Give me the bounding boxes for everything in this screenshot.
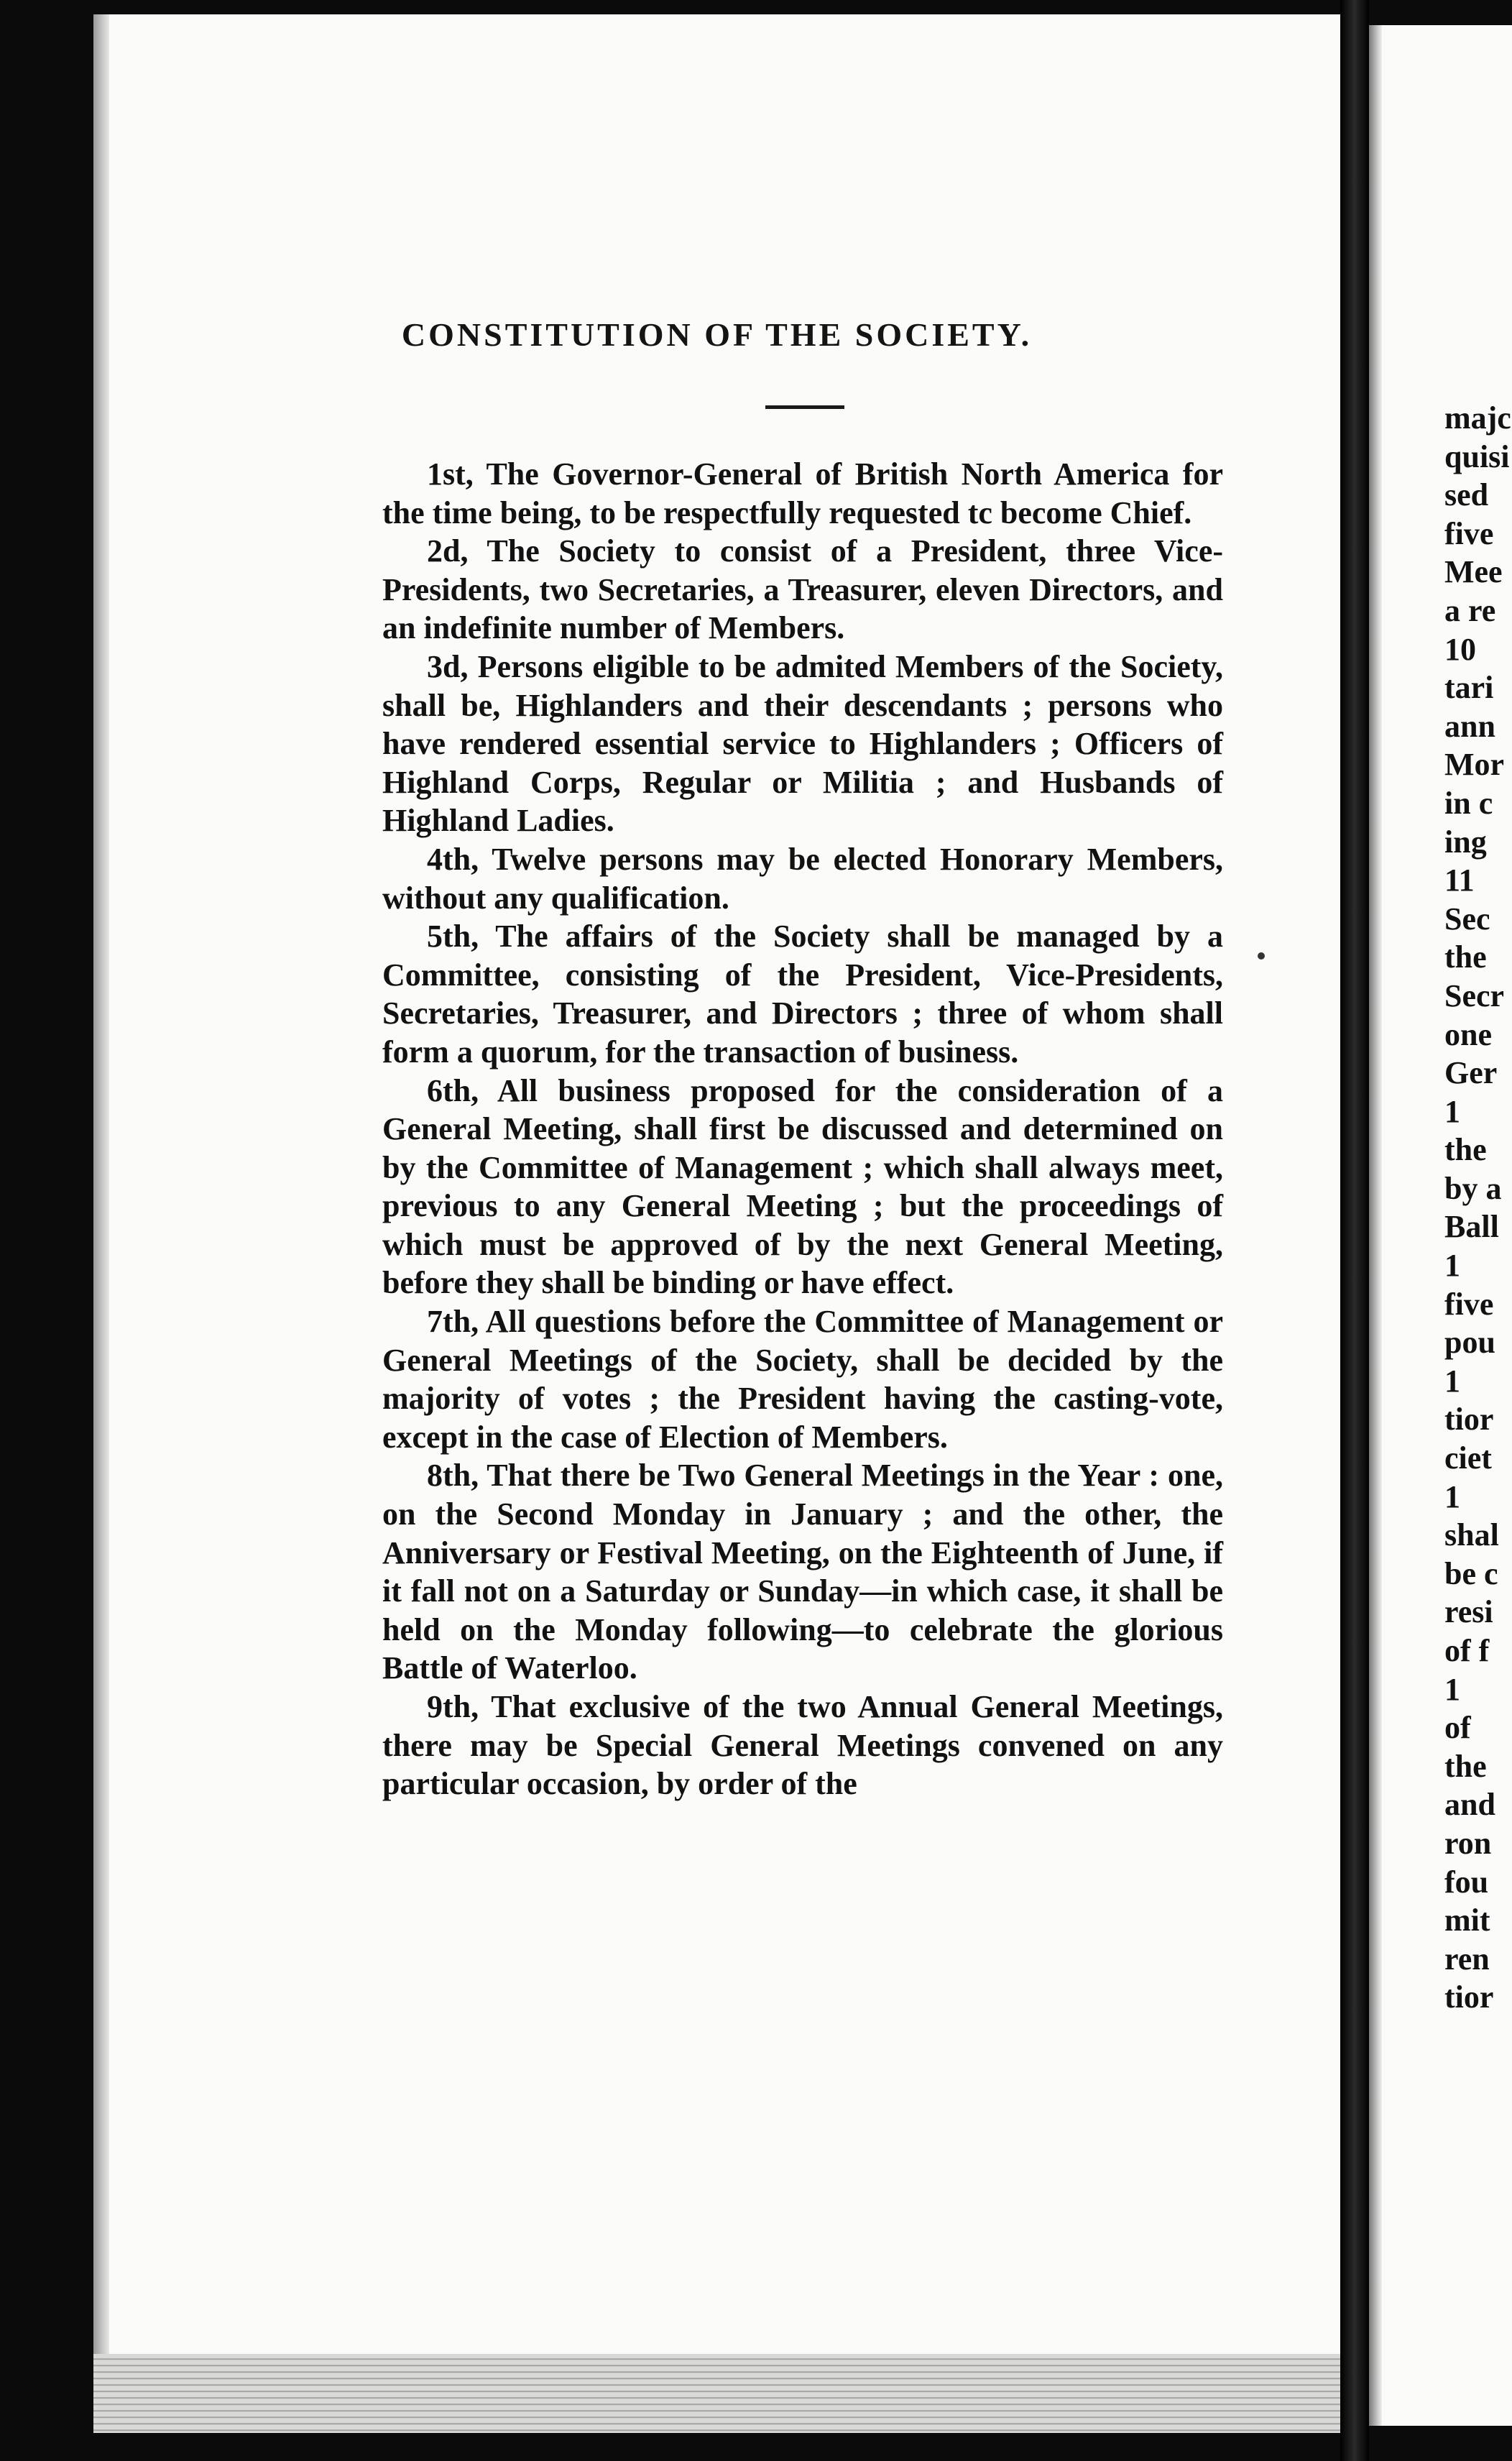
fragment-line: tior xyxy=(1444,1402,1494,1438)
fragment-line: ciet xyxy=(1444,1440,1492,1476)
fragment-line: majc xyxy=(1444,400,1511,436)
fragment-line: five xyxy=(1444,1286,1494,1322)
fragment-line: fou xyxy=(1444,1864,1489,1900)
fragment-line: Sec xyxy=(1444,901,1490,937)
fragment-line: 1 xyxy=(1444,1248,1460,1284)
fragment-line: pou xyxy=(1444,1325,1495,1361)
book-gutter xyxy=(1340,0,1369,2461)
article-5: 5th, The affairs of the Society shall be managed by a Committee, consisting of the President, Vice-Presidents, Secretaries, Treasurer, and Directors ; three of whom shall form a quorum, for the transaction of business. xyxy=(382,919,1223,1070)
fragment-line: 11 xyxy=(1444,862,1475,898)
fragment-line: sed xyxy=(1444,477,1489,513)
article-9: 9th, That exclusive of the two Annual General Meetings, there may be Special General Meetings convened on any particular occasion, by order of the xyxy=(382,1689,1223,1802)
article-3: 3d, Persons eligible to be admited Members of the Society, shall be, Highlanders and their descendants ; persons who have rendered essential service to Highlanders ; Officers of Highland Corps, Regular or Militia ; and Husbands of Highland Ladies. xyxy=(382,648,1223,839)
fragment-line: Secr xyxy=(1444,978,1505,1013)
fragment-line: quisi xyxy=(1444,438,1510,474)
fragment-line: 10 xyxy=(1444,631,1476,667)
fragment-line: Mor xyxy=(1444,747,1505,783)
fragment-line: be c xyxy=(1444,1555,1498,1591)
right-page-text-fragments xyxy=(1444,399,1512,2017)
constitution-articles xyxy=(382,455,1223,1803)
fragment-line: of f xyxy=(1444,1633,1490,1668)
fragment-line: ing xyxy=(1444,824,1487,860)
fragment-line: mit xyxy=(1444,1903,1490,1938)
article-8: 8th, That there be Two General Meetings in the Year : one, on the Second Monday in January ; and the other, the Anniversary or Festival Meeting, on the Eighteenth of June, if it fall not on a Saturday or Sunday—in which case, it shall be held on the Monday following—to celebrate the glorious Battle of Waterloo. xyxy=(382,1458,1223,1686)
fragment-line: ren xyxy=(1444,1941,1490,1977)
fragment-line: Ger xyxy=(1444,1055,1498,1091)
ink-speck xyxy=(1258,952,1265,960)
article-1: 1st, The Governor-General of British North America for the time being, to be respectfully requested tc become Chief. xyxy=(382,456,1223,530)
article-4: 4th, Twelve persons may be elected Honorary Members, without any qualification. xyxy=(382,841,1223,916)
fragment-line: the xyxy=(1444,1748,1487,1784)
heading-divider xyxy=(765,405,844,409)
fragment-line: a re xyxy=(1444,592,1496,628)
fragment-line: shal xyxy=(1444,1517,1499,1553)
fragment-line: and xyxy=(1444,1787,1495,1823)
fragment-line: one xyxy=(1444,1016,1492,1052)
fragment-line: the xyxy=(1444,1132,1487,1168)
fragment-line: 1 xyxy=(1444,1093,1460,1129)
fragment-line: tari xyxy=(1444,670,1494,706)
fragment-line: by a xyxy=(1444,1170,1502,1206)
page-stack-edge xyxy=(93,2354,1340,2433)
fragment-line: resi xyxy=(1444,1594,1493,1630)
fragment-line: ron xyxy=(1444,1825,1492,1861)
article-7: 7th, All questions before the Committee of Management or General Meetings of the Society, shall be decided by the majority of votes ; the President having the casting-vote, except in the case of Election of Members. xyxy=(382,1304,1223,1455)
fragment-line: 1 xyxy=(1444,1478,1460,1514)
fragment-line: Ball xyxy=(1444,1209,1499,1245)
page-heading: CONSTITUTION OF THE SOCIETY. xyxy=(401,316,1033,353)
fragment-line: the xyxy=(1444,939,1487,975)
fragment-line: ann xyxy=(1444,708,1495,744)
fragment-line: 1 xyxy=(1444,1671,1460,1707)
article-2: 2d, The Society to consist of a President, three Vice-Presidents, two Secretaries, a Treasurer, eleven Directors, and an indefinite number of Members. xyxy=(382,533,1223,646)
fragment-line: tior xyxy=(1444,1979,1494,2015)
article-6: 6th, All business proposed for the consideration of a General Meeting, shall first be discussed and determined on by the Committee of Management ; which shall always meet, previous to any General Meeting ; but the proceedings of which must be approved of by the next General Meeting, before they shall be binding or have effect. xyxy=(382,1072,1223,1301)
fragment-line: 1 xyxy=(1444,1363,1460,1399)
fragment-line: in c xyxy=(1444,785,1493,821)
fragment-line: five xyxy=(1444,515,1494,551)
fragment-line: of xyxy=(1444,1710,1471,1746)
fragment-line: Mee xyxy=(1444,554,1503,590)
